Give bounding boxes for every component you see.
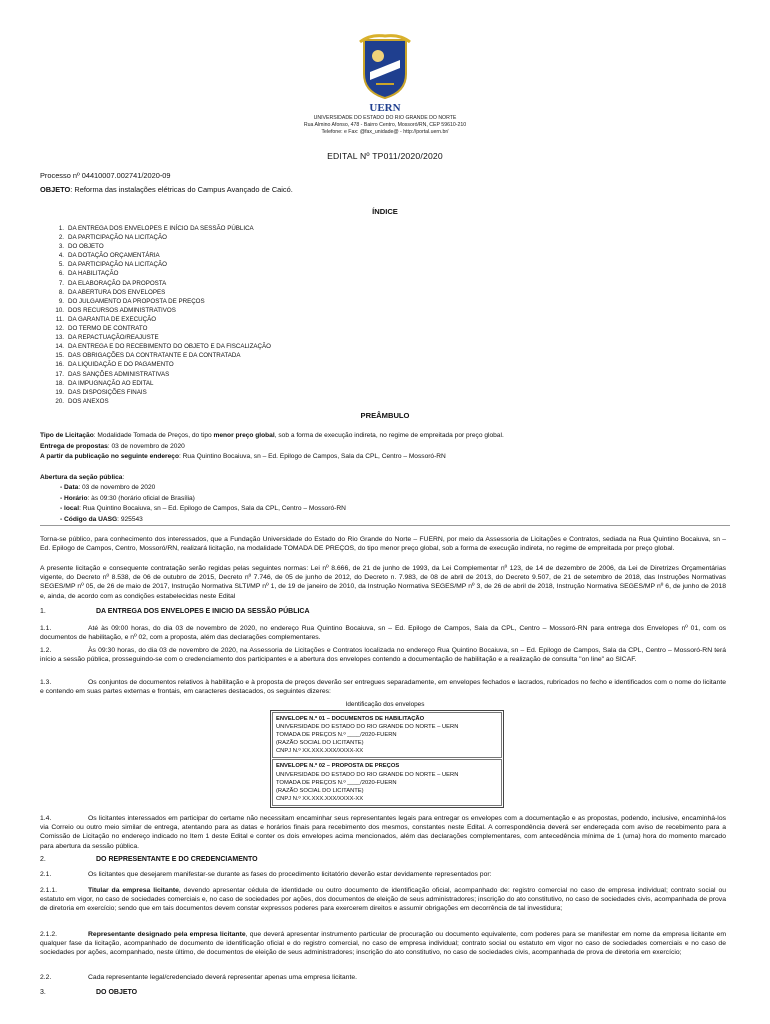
envelope-02: ENVELOPE N.º 02 – PROPOSTA DE PREÇOS UNIVERSIDADE DO ESTADO DO RIO GRANDE DO NORTE – UERN TOMADA DE PREÇOS N.º ____/2020-FUERN (RAZÃO SOCIAL DO LICITANTE) CNPJ N.º XX.XXX.XXX/XXXX-XX xyxy=(272,759,502,805)
envelopes-caption: Identificação dos envelopes xyxy=(345,701,425,708)
index-item-number: 12. xyxy=(55,325,64,333)
index-item xyxy=(50,251,271,260)
envelopes-box xyxy=(270,710,504,808)
index-item xyxy=(50,397,271,406)
index-item xyxy=(50,360,271,369)
index-item xyxy=(50,242,271,251)
index-item xyxy=(50,260,271,269)
index-item-number: 13. xyxy=(55,334,64,342)
item-2-1: 2.1. Os licitantes que desejarem manifestar-se durante as fases do procedimento licitatório deverão estar devidamente representados por: xyxy=(40,871,492,878)
header-university: UNIVERSIDADE DO ESTADO DO RIO GRANDE DO NORTE xyxy=(313,115,457,121)
norms-paragraph: A presente licitação e consequente contratação serão regidas pelas seguintes normas: Lei nº 8.666, de 21 de junho de 1993, da Lei Complementar nº 123, de 14 de dezembro de 2006, da Lei de Diretrizes Orçamentárias vigente, do Decreto nº 8.538, de 06 de outubro de 2015, Decreto nº 7.746, de 05 de junho de 2012, do Decreto n. 7.983, de 08 de abril de 2013, do Decreto 9.507, de 21 de setembro de 2018, das Instruções Normativas SEGES/MP nº 05, de 26 de maio de 2017, Instrução Normativa SLTI/MP nº 1, de 19 de janeiro de 2010, da Instrução Normativa SEGES/MP nº 3, de 26 de abril de 2018, Instrução Normativa SEGES/MP nº 6, de junho de 2018 e, ainda, de acordo com as condições estabelecidas neste Edital xyxy=(40,565,726,600)
index-item-label: DA ABERTURA DOS ENVELOPES xyxy=(68,288,166,296)
item-2-1-2: 2.1.2. Representante designado pela empresa licitante, que deverá apresentar instrumento particular de procuração ou documento equivalente, com poderes para se manifestar em nome da empresa licitante em qualquer fase da licitação, acompanhado de documento de identificação oficial e do registro comercial, no caso de empresa individual; contrato social ou estatuto em vigor no caso de sociedades comerciais e no caso de sociedades por ações, acompanhado, neste último, de documentos de eleição de seus administradores; inscrição do ato constitutivo, no caso de sociedades civis, acompanhada de prova de diretoria em exercício; xyxy=(40,931,726,957)
index-item-number: 11. xyxy=(55,315,64,323)
index-item-number: 16. xyxy=(55,361,64,369)
index-item-label: DA HABILITAÇÃO xyxy=(68,270,119,278)
index-item-number: 3. xyxy=(58,243,64,251)
intro-paragraph: Torna-se público, para conhecimento dos interessados, que a Fundação Universidade do Estado do Rio Grande do Norte – FUERN, por meio da Assessoria de Licitações e Contratos, sediada na Rua Quintino Bocaiuva, sn – Ed. Epilogo de Campos, Centro, Mossoró/RN, realizará licitação, na modalidade TOMADA DE PREÇOS, do tipo menor preço global, sob a forma de execução indireta, no regime de empreitada por preço global. xyxy=(40,536,726,553)
section-1-heading: 1. DA ENTREGA DOS ENVELOPES E INICIO DA SESSÃO PÚBLICA xyxy=(40,608,310,615)
item-1-3: 1.3. Os conjuntos de documentos relativos à habilitação e à proposta de preços deverão ser entregues separadamente, em envelopes fechados e lacrados, rubricados no fecho e identificados com o nome do licitante e contendo em suas partes externas e frontais, em caracteres destacados, os seguintes dizeres: xyxy=(40,679,726,696)
item-1-2: 1.2. Às 09:30 horas, do dia 03 de novembro de 2020, na Assessoria de Licitações e Contratos localizada no endereço Rua Quintino Bocaiuva, sn – Ed. Epilogo de Campos, Sala da CPL, Centro – Mossoró-RN terá início a sessão pública, prosseguindo-se com o credenciamento dos participantes e a abertura dos envelopes contendo a documentação de habilitação e a realização de consulta "on line" ao SICAF. xyxy=(40,647,726,664)
objeto-text: : Reforma das instalações elétricas do Campus Avançado de Caicó. xyxy=(70,185,293,194)
index-item xyxy=(50,306,271,315)
item-1-4: 1.4. Os licitantes interessados em participar do certame não necessitam encaminhar seus representantes legais para entregar os envelopes com a documentação e as propostas, podendo, inclusive, encaminhá-los via Correio ou outro meio similar de entrega, atentando para as datas e horários finais para recebimento dos mesmos, constantes neste Edital. A correspondência deverá ser endereçada com aviso de recebimento para a Comissão de Licitação no endereço indicado no Item 1 deste Edital e conter os dois envelopes acima mencionados, além das declarações complementares, com antecedência mínima de 1 (uma) hora do momento marcado para abertura da sessão pública. xyxy=(40,815,726,850)
index-item-label: DOS ANEXOS xyxy=(68,397,109,405)
index-item-number: 15. xyxy=(55,352,64,360)
index-item xyxy=(50,324,271,333)
index-item xyxy=(50,233,271,242)
preambulo-block xyxy=(40,431,726,525)
section-3-heading: 3. DO OBJETO xyxy=(40,989,138,996)
index-item xyxy=(50,342,271,351)
section-2-heading: 2. DO REPRESENTANTE E DO CREDENCIAMENTO xyxy=(40,856,258,863)
index-item-label: DOS RECURSOS ADMINISTRATIVOS xyxy=(68,306,176,314)
index-item xyxy=(50,379,271,388)
index-item-number: 1. xyxy=(58,225,64,232)
item-2-1-1: 2.1.1. Titular da empresa licitante, devendo apresentar cédula de identidade ou outro documento de identificação oficial, acompanhado de: registro comercial no caso de empresa individual; contrato social ou estatuto em vigor, no caso de sociedades comerciais e, no caso de sociedades por ações, dos documentos de eleição de seus administradores; inscrição do ato constitutivo, no caso de sociedades civis, acompanhada de prova de diretoria em exercício; sendo que em tais documentos devem constar expressos poderes para exercerem direitos e assumir obrigações em decorrência de tal investidura; xyxy=(40,887,727,913)
index-item-number: 20. xyxy=(55,397,64,405)
index-item xyxy=(50,288,271,297)
index-list xyxy=(50,224,271,406)
index-item-label: DO OBJETO xyxy=(68,243,104,251)
preambulo-title: PREÂMBULO xyxy=(360,411,410,420)
index-item-number: 17. xyxy=(55,370,64,378)
index-item-label: DA ENTREGA DOS ENVELOPES E INÍCIO DA SESSÃO PÚBLICA xyxy=(68,225,254,232)
index-item-label: DAS OBRIGAÇÕES DA CONTRATANTE E DA CONTRATADA xyxy=(68,352,241,360)
index-item-label: DO JULGAMENTO DA PROPOSTA DE PREÇOS xyxy=(68,297,205,305)
uern-logo xyxy=(356,34,414,114)
index-item-label: DA PARTICIPAÇÃO NA LICITAÇÃO xyxy=(68,261,167,269)
index-item-number: 5. xyxy=(58,261,64,269)
index-item-label: DAS SANÇÕES ADMINISTRATIVAS xyxy=(68,370,170,378)
edital-title: EDITAL Nº TP011/2020/2020 xyxy=(327,151,443,161)
index-item-number: 14. xyxy=(55,343,64,351)
index-item-number: 8. xyxy=(58,288,64,296)
abertura-uasg: - Código da UASG: 925543 xyxy=(60,515,143,523)
index-item-label: DO TERMO DE CONTRATO xyxy=(68,325,148,333)
header-address: Rua Almino Afonso, 478 - Bairro Centro, Mossoró/RN, CEP 59610-210 xyxy=(303,122,467,128)
index-item-label: DA LIQUIDAÇÃO E DO PAGAMENTO xyxy=(68,361,174,369)
index-item-label: DA ELABORAÇÃO DA PROPOSTA xyxy=(68,279,167,287)
abertura-horario: - Horário: às 09:30 (horário oficial de Brasília) xyxy=(60,494,195,502)
index-item-number: 9. xyxy=(58,297,64,305)
index-item xyxy=(50,388,271,397)
item-1-1: 1.1. Até às 09:00 horas, do dia 03 de novembro de 2020, no endereço Rua Quintino Bocaiuva, sn – Ed. Epilogo de Campos, Sala da CPL, Centro – Mossoró-RN para entrega dos Envelopes nº 01, com os documentos de habilitação, e nº 02, com a proposta, além das declarações complementares. xyxy=(40,625,726,642)
index-item-number: 10. xyxy=(55,306,64,314)
index-item xyxy=(50,297,271,306)
index-item-number: 4. xyxy=(58,252,64,260)
index-item xyxy=(50,333,271,342)
index-item-label: DAS DISPOSIÇÕES FINAIS xyxy=(68,388,147,396)
envelope-01: ENVELOPE N.º 01 – DOCUMENTOS DE HABILITAÇÃO UNIVERSIDADE DO ESTADO DO RIO GRANDE DO NORTE – UERN TOMADA DE PREÇOS N.º ____/2020-FUERN (RAZÃO SOCIAL DO LICITANTE) CNPJ N.º XX.XXX.XXX/XXXX-XX xyxy=(272,712,502,758)
index-item-label: DA ENTREGA E DO RECEBIMENTO DO OBJETO E DA FISCALIZAÇÃO xyxy=(68,343,271,351)
index-item xyxy=(50,351,271,360)
index-item-label: DA PARTICIPAÇÃO NA LICITAÇÃO xyxy=(68,234,167,242)
abertura-label: Abertura da seção pública: xyxy=(40,473,125,481)
svg-text:UERN: UERN xyxy=(369,102,401,114)
abertura-local: - local: Rua Quintino Bocaiuva, sn – Ed. Epilogo de Campos, Sala da CPL, Centro – Mossoró-RN xyxy=(60,505,346,512)
index-item-label: DA REPACTUAÇÃO/REAJUSTE xyxy=(68,334,159,342)
index-item-number: 6. xyxy=(58,270,64,278)
index-item-number: 18. xyxy=(55,379,64,387)
item-2-2: 2.2. Cada representante legal/credenciado deverá representar apenas uma empresa licitante. xyxy=(40,974,358,981)
index-item xyxy=(50,224,271,233)
index-item xyxy=(50,315,271,324)
entrega-propostas: Entrega de propostas: 03 de novembro de 2020 xyxy=(40,442,185,450)
divider xyxy=(40,525,730,526)
abertura-data: - Data: 03 de novembro de 2020 xyxy=(60,484,156,491)
processo-number: Processo nº 04410007.002741/2020-09 xyxy=(40,171,171,180)
objeto-line xyxy=(40,185,293,194)
index-item-number: 7. xyxy=(58,279,64,287)
tipo-licitacao: Tipo de Licitação: Modalidade Tomada de Preços, do tipo menor preço global, sob a forma de execução indireta, no regime de empreitada por preço global. xyxy=(40,432,504,439)
publicacao-endereco: A partir da publicação no seguinte endereço: Rua Quintino Bocaiuva, sn – Ed. Epilogo de Campos, Sala da CPL, Centro – Mossoró-RN xyxy=(40,453,446,460)
index-item-label: DA GARANTIA DE EXECUÇÃO xyxy=(68,315,157,323)
index-title: ÍNDICE xyxy=(372,207,398,216)
index-item xyxy=(50,370,271,379)
index-item xyxy=(50,279,271,288)
objeto-label: OBJETO xyxy=(40,185,71,194)
index-item xyxy=(50,269,271,278)
index-item-number: 2. xyxy=(58,234,64,242)
index-item-number: 19. xyxy=(55,388,64,396)
header-phone: Telefone: e Fax: @fax_unidade@ - http://portal.uern.br/ xyxy=(321,129,449,135)
index-item-label: DA DOTAÇÃO ORÇAMENTÁRIA xyxy=(68,252,160,260)
index-item-label: DA IMPUGNAÇÃO AO EDITAL xyxy=(68,379,154,387)
